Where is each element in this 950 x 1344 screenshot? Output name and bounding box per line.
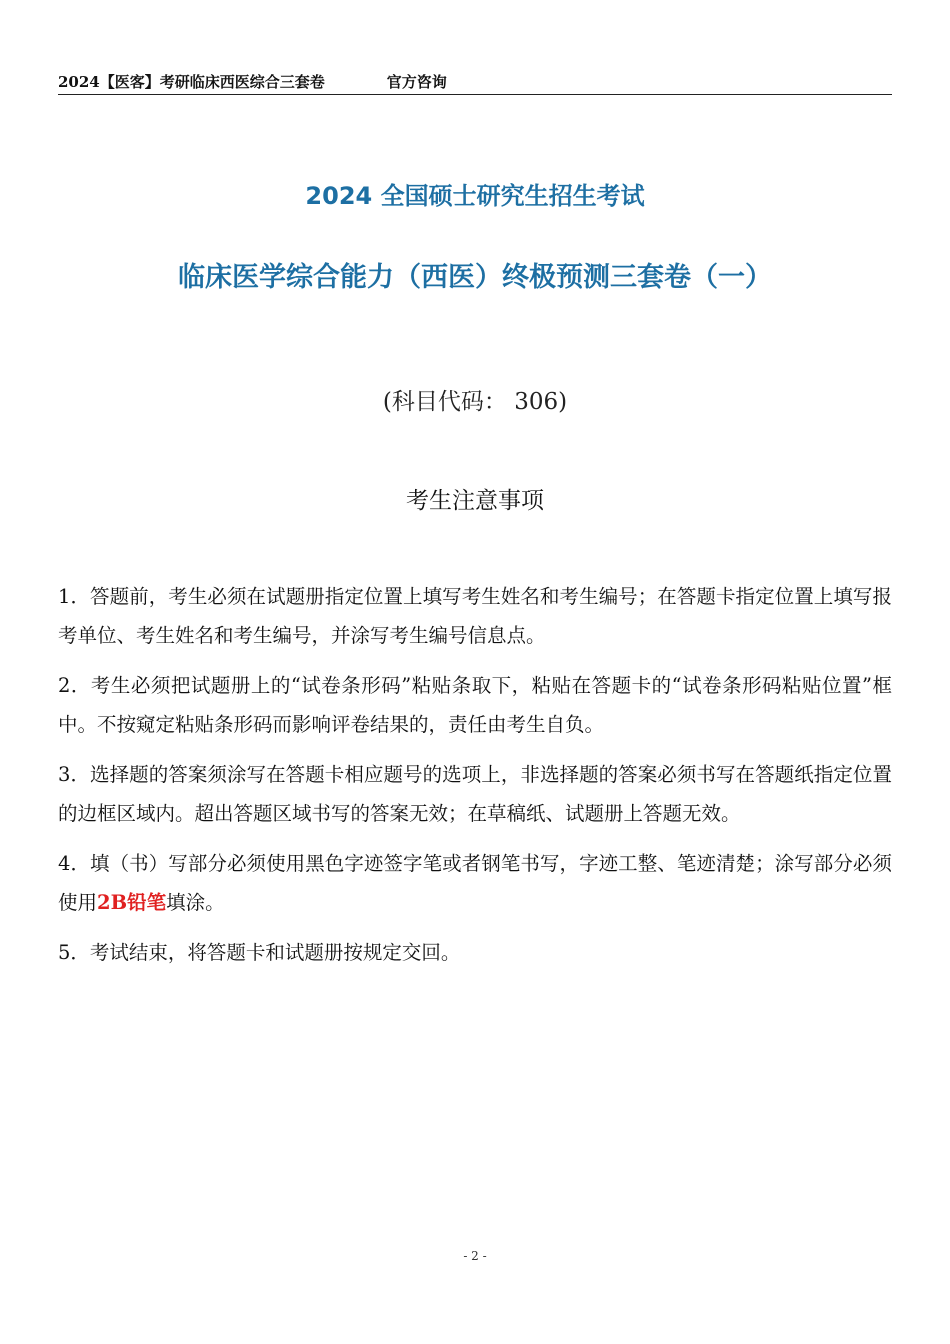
exam-title: 2024 全国硕士研究生招生考试 xyxy=(305,182,645,210)
paper-title: 临床医学综合能力（西医）终极预测三套卷（一） xyxy=(178,262,772,293)
header-consult: 官方咨询 xyxy=(386,73,447,91)
notice-item-3: 3．选择题的答案须涂写在答题卡相应题号的选项上，非选择题的答案必须书写在答题纸指定位置的边框区域内。超出答题区域书写的答案无效；在草稿纸、试题册上答题无效。 xyxy=(58,763,892,825)
page-header xyxy=(58,66,892,95)
notice-item-4-end: 填涂。 xyxy=(166,890,225,914)
notice-heading: 考生注意事项 xyxy=(406,488,544,514)
notice-item-1: 1．答题前，考生必须在试题册指定位置上填写考生姓名和考生编号；在答题卡指定位置上填写报考单位、考生姓名和考生编号，并涂写考生编号信息点。 xyxy=(58,585,892,647)
notice-list xyxy=(58,578,892,985)
notice-item-4-text: 4．填（书）写部分必须使用黑色字迹签字笔或者钢笔书写，字迹工整、笔迹清楚；涂写部分必须使用 xyxy=(58,852,892,914)
page-number: - 2 - xyxy=(463,1249,487,1263)
notice-item-5: 5．考试结束，将答题卡和试题册按规定交回。 xyxy=(58,941,461,964)
notice-item-2: 2．考生必须把试题册上的“试卷条形码”粘贴条取下，粘贴在答题卡的“试卷条形码粘贴位置”框中。不按窥定粘贴条形码而影响评卷结果的，责任由考生自负。 xyxy=(58,674,892,736)
header-title: 2024【医客】考研临床西医综合三套卷 xyxy=(58,73,325,91)
notice-item-4 xyxy=(58,845,892,922)
subject-code: (科目代码： 306) xyxy=(382,389,568,415)
pencil-highlight: 2B铅笔 xyxy=(97,890,167,914)
